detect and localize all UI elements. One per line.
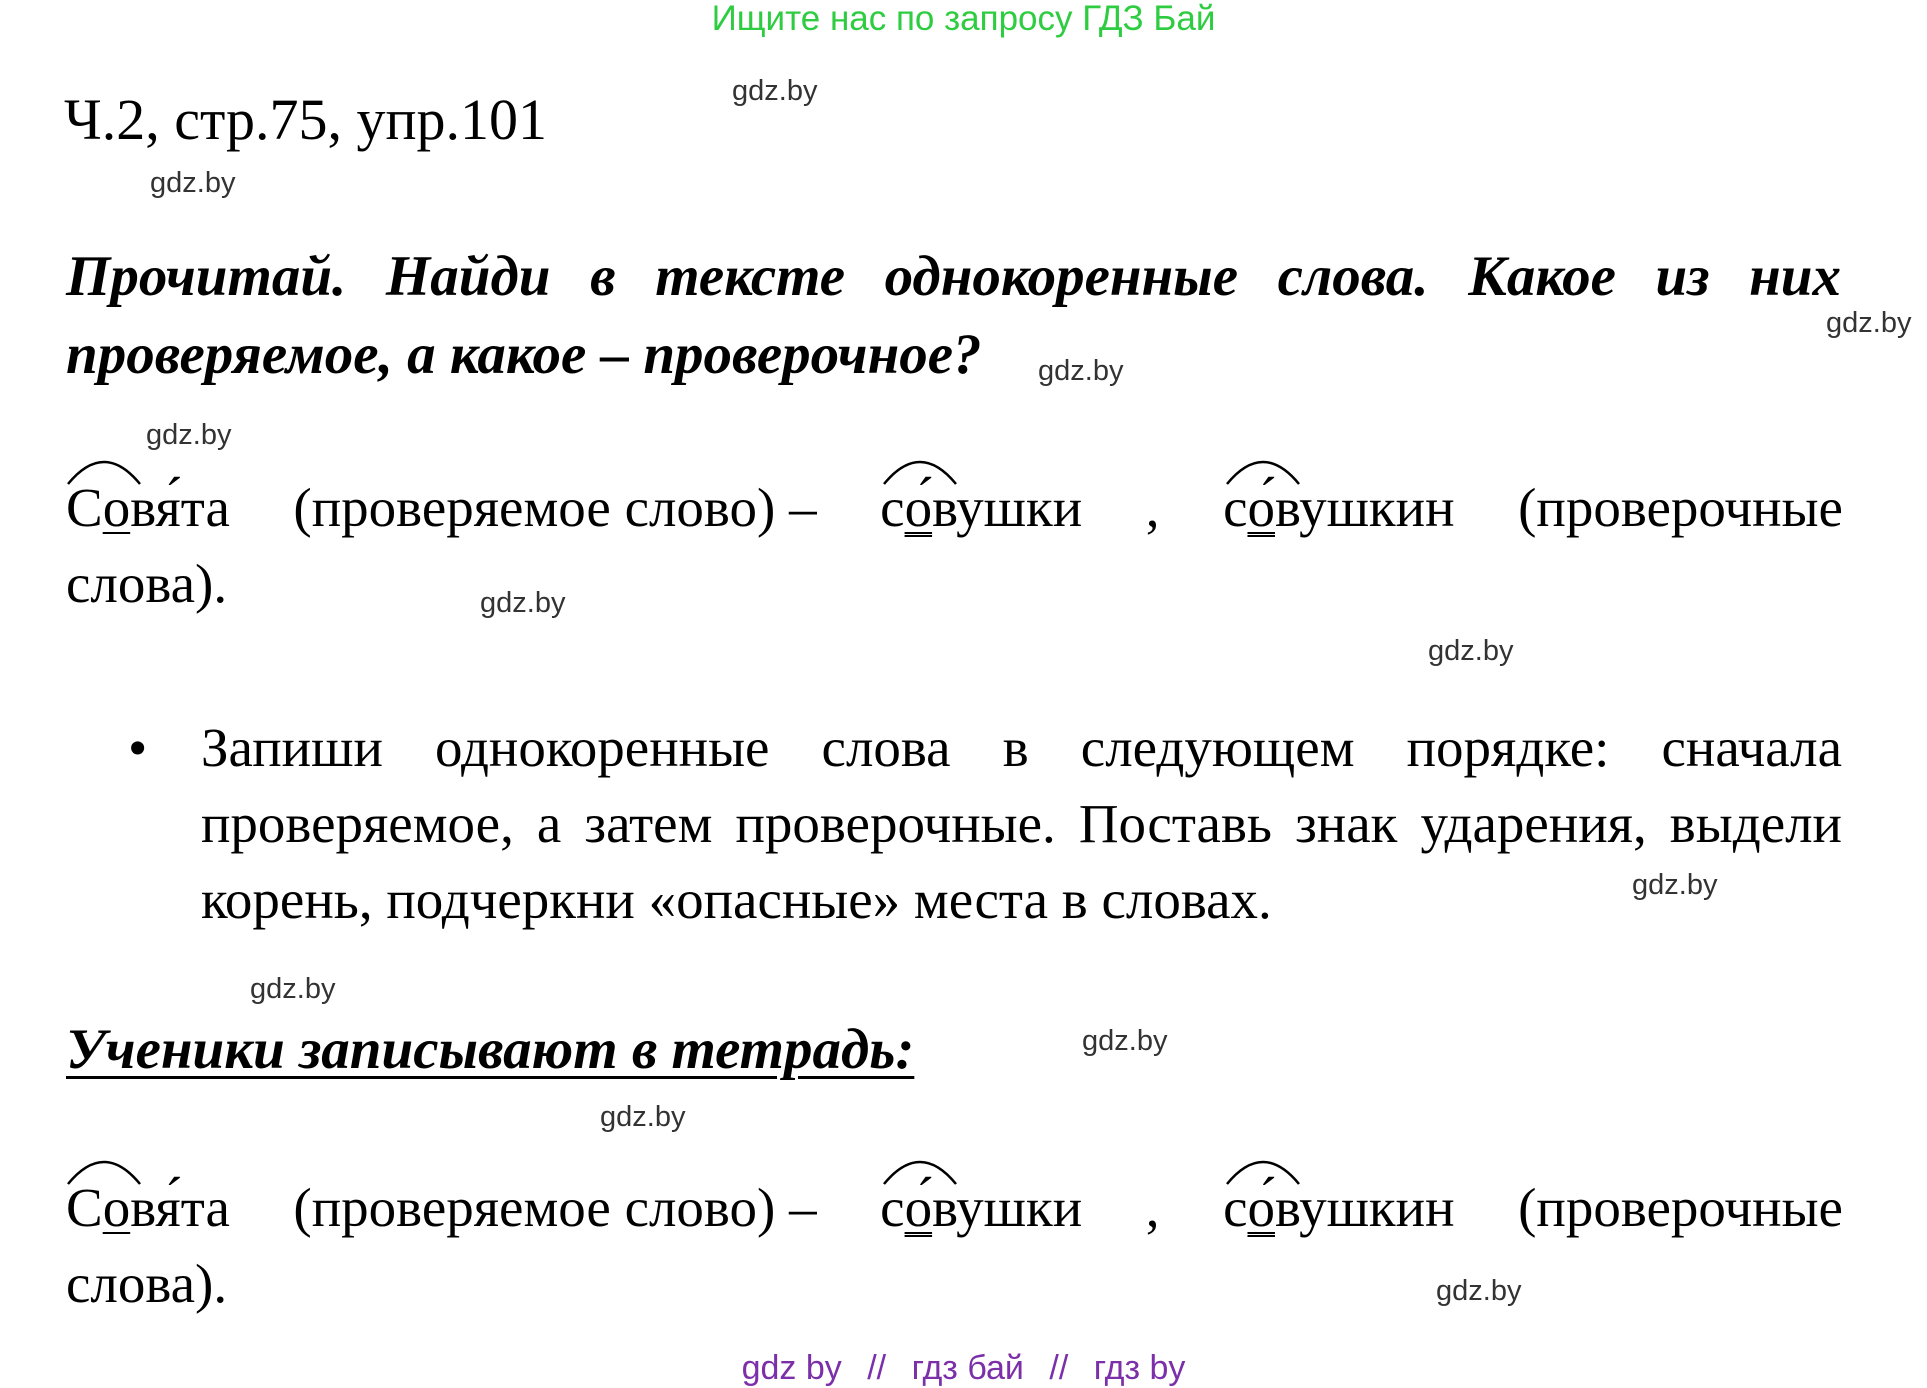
bullet-text: Запиши однокоренные слова в следующем порядке: сначала проверяемое, а затем проверочные. Поставь знак ударения, выдели корень, подчеркни «опасные» места в словах. [201,717,1842,930]
task-line-1: Прочитай. Найди в тексте однокоренные слова. Какое из них [66,245,1841,308]
footer-separator: // [867,1349,887,1387]
page-title: Ч.2, стр.75, упр.101 [64,87,548,152]
watermark: gdz.by [250,973,336,1005]
word-sovyata: Совя́та [66,1178,230,1238]
answer-top [66,478,1843,614]
bullet-icon: • [128,717,148,778]
answer-bottom-mid: (проверяемое слово) – [293,1177,817,1238]
word-sovushki: со́вушки [880,1178,1082,1238]
task-line-2: проверяемое, а какое – проверочное? [66,323,982,386]
watermark: gdz.by [1436,1275,1522,1307]
watermark: gdz.by [732,75,818,107]
footer-link-gdz-by[interactable]: gdz by [741,1349,842,1387]
search-banner: Ищите нас по запросу ГДЗ Бай [711,0,1216,38]
watermark: gdz.by [480,587,566,619]
footer-links [0,1348,1927,1388]
answer-bottom [66,1178,1843,1314]
answer-bottom-end: (проверочные [1518,1177,1843,1238]
answer-top-mid: (проверяемое слово) – [293,477,817,538]
answer-top-line-1 [66,478,1843,538]
watermark: gdz.by [1826,307,1912,339]
footer-link-gdz-by-ru[interactable]: гдз by [1093,1349,1186,1387]
watermark: gdz.by [150,167,236,199]
answer-bottom-line-1 [66,1178,1843,1238]
watermark: gdz.by [1082,1025,1168,1057]
watermark: gdz.by [1632,869,1718,901]
answer-top-tail: слова). [66,553,228,614]
word-sovushkin: со́вушкин [1223,478,1454,538]
watermark: gdz.by [1428,635,1514,667]
word-sovyata: Совя́та [66,478,230,538]
comma: , [1145,1177,1160,1238]
watermark: gdz.by [600,1101,686,1133]
footer-separator: // [1049,1349,1069,1387]
footer-link-gdz-bai[interactable]: гдз бай [911,1349,1024,1387]
task-text [66,238,1841,394]
answer-bottom-tail: слова). [66,1253,228,1314]
word-sovushki: со́вушки [880,478,1082,538]
word-sovushkin: со́вушкин [1223,1178,1454,1238]
watermark: gdz.by [1038,355,1124,387]
watermark: gdz.by [146,419,232,451]
comma: , [1145,477,1160,538]
answer-top-end: (проверочные [1518,477,1843,538]
bullet-item [128,710,1842,938]
section-heading: Ученики записывают в тетрадь: [66,1018,915,1081]
